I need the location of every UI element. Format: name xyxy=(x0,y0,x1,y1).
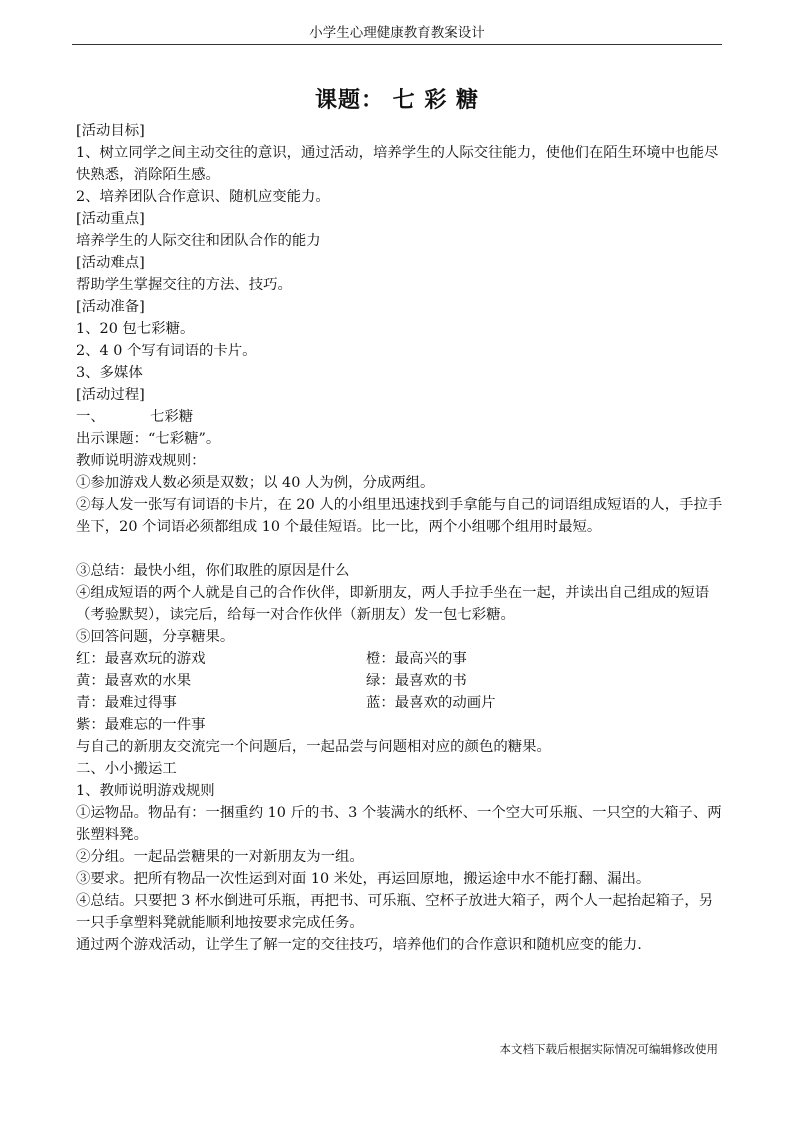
section-1-title-text: 七彩糖 xyxy=(150,409,194,425)
color-yellow: 黄：最喜欢的水果 xyxy=(76,673,192,689)
preparation-item-1: 1、20 包七彩糖。 xyxy=(76,321,195,337)
section-1-rule-4: ④组成短语的两个人就是自己的合作伙伴，即新朋友，两人手拉手坐在一起，并读出自己组成的短语（考验默契），读完后，给每一对合作伙伴（新朋友）发一包七彩糖。 xyxy=(76,585,710,623)
preparation-item-3: 3、多媒体 xyxy=(76,365,143,381)
section-2-rule-1: ①运物品。物品有：一捆重约 10 斤的书、3 个装满水的纸杯、一个空大可乐瓶、一只空的大箱子、两张塑料凳。 xyxy=(76,805,722,843)
color-blue: 蓝：最喜欢的动画片 xyxy=(366,695,496,711)
section-1-closing: 与自己的新朋友交流完一个问题后，一起品尝与问题相对应的颜色的糖果。 xyxy=(76,739,551,755)
preparation-heading: [活动准备] xyxy=(76,299,145,315)
section-1-title xyxy=(76,406,726,428)
lesson-title: 课题： 七 彩 糖 xyxy=(315,87,479,113)
goals-heading: [活动目标] xyxy=(76,123,145,139)
lesson-content xyxy=(76,120,726,956)
color-row-2 xyxy=(76,670,726,692)
footer-text: 本文档下载后根据实际情况可编辑修改使用 xyxy=(499,1042,718,1056)
goals-item-1: 1、树立同学之间主动交往的意识，通过活动，培养学生的人际交往能力，使他们在陌生环境中也能尽快熟悉，消除陌生感。 xyxy=(76,145,719,183)
color-green: 绿：最喜欢的书 xyxy=(366,673,467,689)
section-1-rules-intro: 教师说明游戏规则： xyxy=(76,453,206,469)
section-1-number: 一、 xyxy=(76,409,105,425)
section-2-title: 二、小小搬运工 xyxy=(76,761,177,777)
color-red: 红：最喜欢玩的游戏 xyxy=(76,651,206,667)
section-1-show-topic: 出示课题：“七彩糖”。 xyxy=(76,431,221,447)
key-points-text: 培养学生的人际交往和团队合作的能力 xyxy=(76,233,321,249)
key-points-heading: [活动重点] xyxy=(76,211,145,227)
process-heading: [活动过程] xyxy=(76,387,145,403)
section-1-rule-1: ①参加游戏人数必须是双数；以 40 人为例，分成两组。 xyxy=(76,475,435,491)
section-2-rules-intro: 1、教师说明游戏规则 xyxy=(76,783,215,799)
page-footer xyxy=(500,1040,719,1058)
color-purple: 紫：最难忘的一件事 xyxy=(76,717,206,733)
section-2-summary: 通过两个游戏活动，让学生了解一定的交往技巧，培养他们的合作意识和随机应变的能力. xyxy=(76,937,642,953)
preparation-item-2: 2、4 0 个写有词语的卡片。 xyxy=(76,343,257,359)
section-1-rule-5: ⑤回答问题，分享糖果。 xyxy=(76,629,235,645)
color-row-3 xyxy=(76,692,726,714)
page-header xyxy=(72,22,722,45)
section-2-rule-3: ③要求。把所有物品一次性运到对面 10 米处，再运回原地，搬运途中水不能打翻、漏出。 xyxy=(76,871,651,887)
color-row-1 xyxy=(76,648,726,670)
section-2-rule-2: ②分组。一起品尝糖果的一对新朋友为一组。 xyxy=(76,849,364,865)
section-2-rule-4: ④总结。只要把 3 杯水倒进可乐瓶，再把书、可乐瓶、空杯子放进大箱子，两个人一起抬起箱子，另一只手拿塑料凳就能顺利地按要求完成任务。 xyxy=(76,893,714,931)
difficulty-heading: [活动难点] xyxy=(76,255,145,271)
color-orange: 橙：最高兴的事 xyxy=(366,651,467,667)
header-text: 小学生心理健康教育教案设计 xyxy=(309,25,485,41)
section-1-rule-2: ②每人发一张写有词语的卡片，在 20 人的小组里迅速找到手拿能与自己的词语组成短语的人，手拉手坐下，20 个词语必须都组成 10 个最佳短语。比一比，两个小组哪个组用时最短。 xyxy=(76,497,723,535)
goals-item-2: 2、培养团队合作意识、随机应变能力。 xyxy=(76,189,330,205)
difficulty-text: 帮助学生掌握交往的方法、技巧。 xyxy=(76,277,292,293)
color-cyan: 青：最难过得事 xyxy=(76,695,177,711)
section-1-rule-3: ③总结：最快小组，你们取胜的原因是什么 xyxy=(76,563,350,579)
